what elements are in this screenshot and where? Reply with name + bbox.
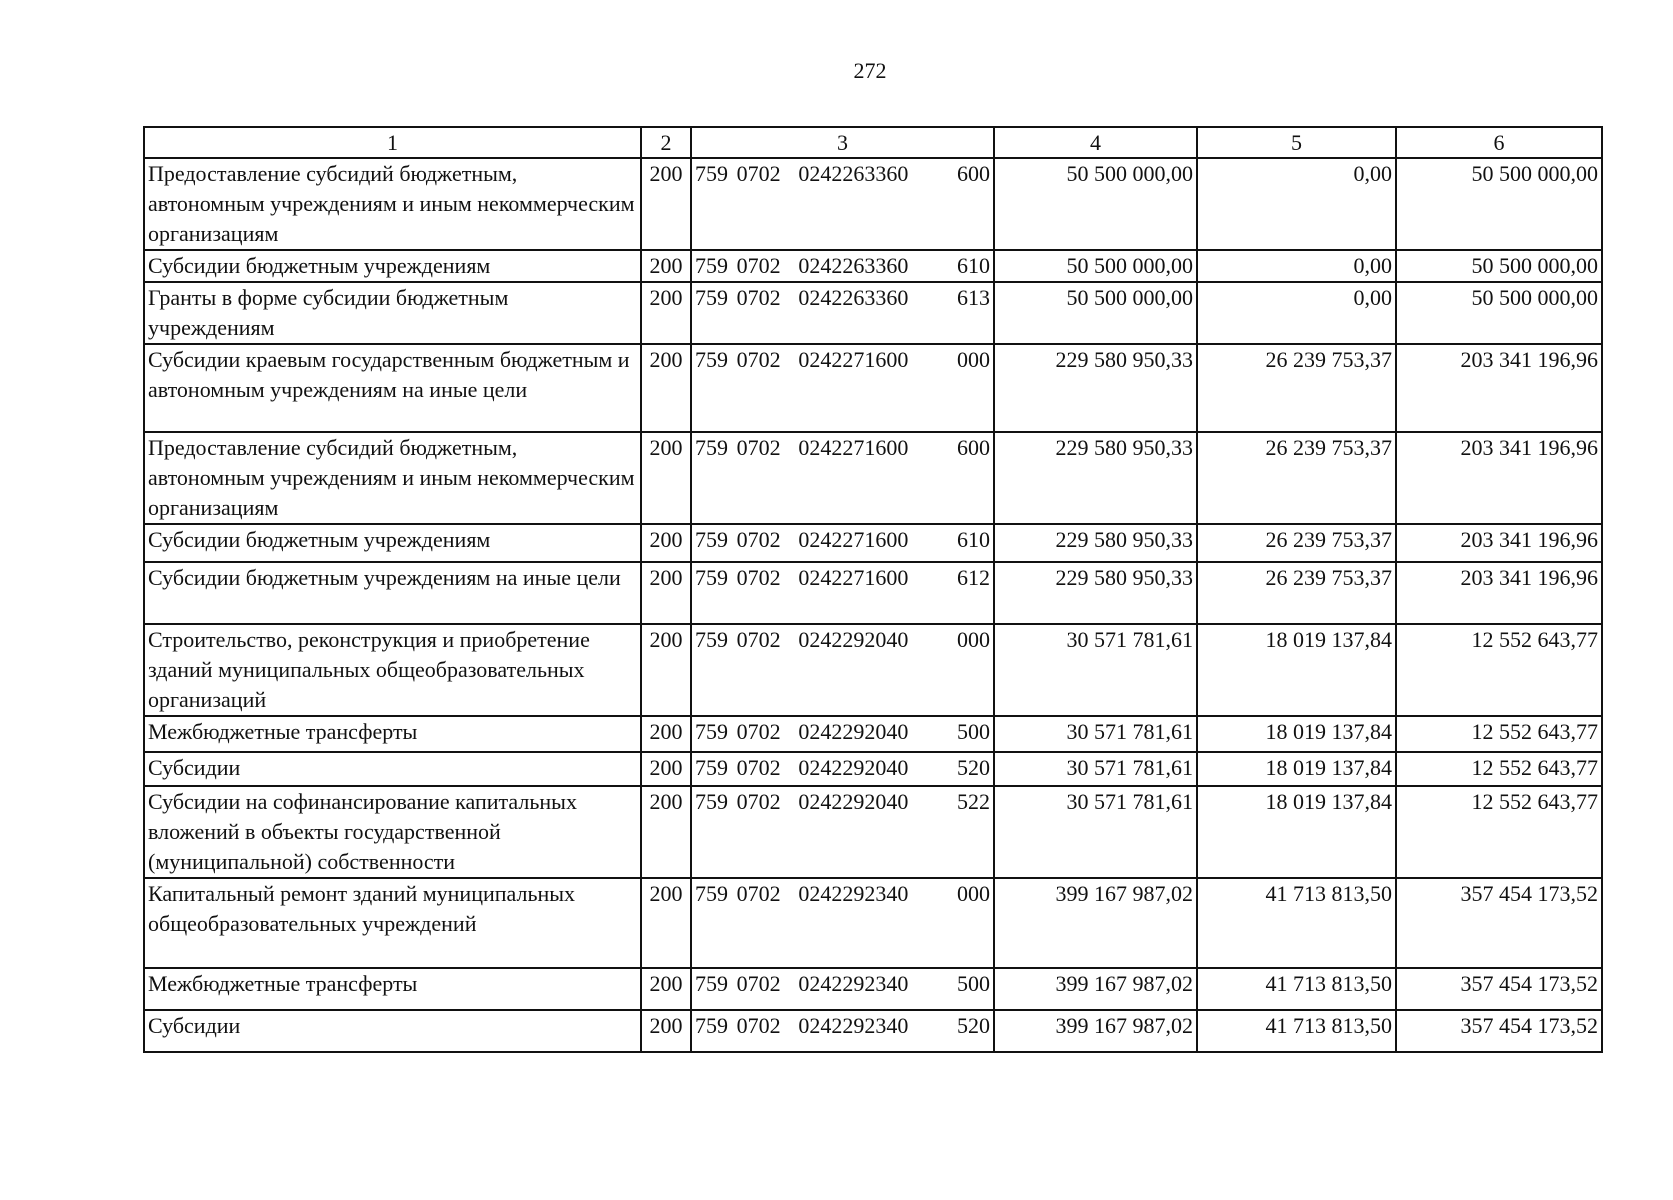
row-value-6: 50 500 000,00	[1396, 282, 1602, 344]
code-section: 0702	[736, 565, 781, 590]
code-section: 0702	[736, 719, 781, 744]
row-name: Субсидии на софинансирование капитальных вложений в объекты государственной (муниципальной) собственности	[144, 786, 641, 878]
code-section: 0702	[736, 285, 781, 310]
code-parts	[695, 969, 990, 999]
row-value-4: 50 500 000,00	[994, 158, 1197, 250]
row-value-5: 41 713 813,50	[1197, 878, 1396, 968]
row-value-4: 50 500 000,00	[994, 250, 1197, 282]
row-value-5: 26 239 753,37	[1197, 524, 1396, 562]
code-section: 0702	[736, 1013, 781, 1038]
row-value-5: 26 239 753,37	[1197, 562, 1396, 624]
table-row	[144, 624, 1602, 716]
row-value-5: 0,00	[1197, 158, 1396, 250]
row-name: Межбюджетные трансферты	[144, 968, 641, 1010]
code-vid: 520	[956, 755, 990, 780]
table-row	[144, 878, 1602, 968]
code-target: 0242292340	[798, 881, 909, 906]
code-vedomstvo: 759	[695, 971, 728, 996]
row-value-5: 0,00	[1197, 250, 1396, 282]
code-parts	[695, 717, 990, 747]
code-parts	[695, 525, 990, 555]
row-value-6: 203 341 196,96	[1396, 524, 1602, 562]
row-value-6: 12 552 643,77	[1396, 752, 1602, 786]
code-vid: 500	[956, 719, 990, 744]
row-value-5: 18 019 137,84	[1197, 752, 1396, 786]
code-parts	[695, 345, 990, 375]
row-grbs: 200	[641, 562, 691, 624]
code-vid: 613	[956, 285, 990, 310]
column-header: 5	[1197, 127, 1396, 158]
code-parts	[695, 787, 990, 817]
budget-table	[143, 126, 1603, 1053]
table-row	[144, 752, 1602, 786]
table-row	[144, 250, 1602, 282]
code-section: 0702	[736, 347, 781, 372]
table-row	[144, 282, 1602, 344]
row-grbs: 200	[641, 786, 691, 878]
row-grbs: 200	[641, 524, 691, 562]
row-value-6: 12 552 643,77	[1396, 624, 1602, 716]
table-row	[144, 562, 1602, 624]
row-value-5: 26 239 753,37	[1197, 344, 1396, 432]
row-value-4: 399 167 987,02	[994, 1010, 1197, 1052]
row-grbs: 200	[641, 250, 691, 282]
code-target: 0242271600	[798, 565, 909, 590]
code-parts	[695, 283, 990, 313]
row-value-4: 30 571 781,61	[994, 786, 1197, 878]
code-section: 0702	[736, 881, 781, 906]
row-code	[691, 562, 994, 624]
table-row	[144, 158, 1602, 250]
row-value-4: 399 167 987,02	[994, 968, 1197, 1010]
code-vid: 000	[956, 627, 990, 652]
code-vedomstvo: 759	[695, 253, 728, 278]
code-section: 0702	[736, 527, 781, 552]
code-vedomstvo: 759	[695, 1013, 728, 1038]
code-vedomstvo: 759	[695, 755, 728, 780]
row-grbs: 200	[641, 344, 691, 432]
column-header: 3	[691, 127, 994, 158]
row-code	[691, 524, 994, 562]
code-vid: 522	[956, 789, 990, 814]
row-grbs: 200	[641, 282, 691, 344]
code-vid: 000	[956, 881, 990, 906]
row-grbs: 200	[641, 878, 691, 968]
row-grbs: 200	[641, 968, 691, 1010]
code-target: 0242292340	[798, 1013, 909, 1038]
code-vid: 000	[956, 347, 990, 372]
row-value-6: 203 341 196,96	[1396, 344, 1602, 432]
row-grbs: 200	[641, 1010, 691, 1052]
code-parts	[695, 433, 990, 463]
row-code	[691, 786, 994, 878]
column-header: 4	[994, 127, 1197, 158]
row-grbs: 200	[641, 432, 691, 524]
code-vid: 500	[956, 971, 990, 996]
table-row	[144, 432, 1602, 524]
row-code	[691, 432, 994, 524]
row-value-5: 18 019 137,84	[1197, 786, 1396, 878]
row-value-4: 229 580 950,33	[994, 524, 1197, 562]
row-value-5: 0,00	[1197, 282, 1396, 344]
code-target: 0242292040	[798, 627, 909, 652]
row-name: Межбюджетные трансферты	[144, 716, 641, 752]
row-code	[691, 968, 994, 1010]
table-row	[144, 344, 1602, 432]
row-value-5: 41 713 813,50	[1197, 968, 1396, 1010]
code-vedomstvo: 759	[695, 527, 728, 552]
row-name: Предоставление субсидий бюджетным, автономным учреждениям и иным некоммерческим организациям	[144, 432, 641, 524]
row-code	[691, 344, 994, 432]
row-value-6: 12 552 643,77	[1396, 786, 1602, 878]
row-value-6: 12 552 643,77	[1396, 716, 1602, 752]
row-value-6: 203 341 196,96	[1396, 432, 1602, 524]
code-vedomstvo: 759	[695, 285, 728, 310]
row-value-4: 229 580 950,33	[994, 344, 1197, 432]
table-row	[144, 716, 1602, 752]
row-value-6: 357 454 173,52	[1396, 1010, 1602, 1052]
code-parts	[695, 159, 990, 189]
code-target: 0242271600	[798, 347, 909, 372]
code-target: 0242263360	[798, 253, 909, 278]
row-value-5: 26 239 753,37	[1197, 432, 1396, 524]
row-value-4: 50 500 000,00	[994, 282, 1197, 344]
code-target: 0242263360	[798, 285, 909, 310]
row-code	[691, 282, 994, 344]
code-section: 0702	[736, 971, 781, 996]
row-value-6: 50 500 000,00	[1396, 250, 1602, 282]
row-value-4: 30 571 781,61	[994, 624, 1197, 716]
code-vedomstvo: 759	[695, 565, 728, 590]
code-section: 0702	[736, 627, 781, 652]
row-name: Строительство, реконструкция и приобретение зданий муниципальных общеобразовательных организаций	[144, 624, 641, 716]
code-vid: 610	[956, 527, 990, 552]
row-code	[691, 1010, 994, 1052]
row-value-4: 399 167 987,02	[994, 878, 1197, 968]
row-value-6: 203 341 196,96	[1396, 562, 1602, 624]
row-value-4: 30 571 781,61	[994, 716, 1197, 752]
row-name: Субсидии бюджетным учреждениям	[144, 524, 641, 562]
page-number: 272	[853, 58, 887, 83]
row-name: Гранты в форме субсидии бюджетным учреждениям	[144, 282, 641, 344]
row-name: Субсидии бюджетным учреждениям	[144, 250, 641, 282]
code-vedomstvo: 759	[695, 719, 728, 744]
code-parts	[695, 753, 990, 783]
column-header: 1	[144, 127, 641, 158]
row-code	[691, 624, 994, 716]
code-parts	[695, 251, 990, 281]
code-target: 0242271600	[798, 435, 909, 460]
code-vid: 610	[956, 253, 990, 278]
code-parts	[695, 879, 990, 909]
row-name: Субсидии	[144, 752, 641, 786]
column-header: 6	[1396, 127, 1602, 158]
row-grbs: 200	[641, 716, 691, 752]
table-row	[144, 786, 1602, 878]
column-header: 2	[641, 127, 691, 158]
row-grbs: 200	[641, 624, 691, 716]
code-section: 0702	[736, 789, 781, 814]
row-value-6: 357 454 173,52	[1396, 878, 1602, 968]
row-value-4: 30 571 781,61	[994, 752, 1197, 786]
row-grbs: 200	[641, 158, 691, 250]
code-target: 0242271600	[798, 527, 909, 552]
row-value-4: 229 580 950,33	[994, 562, 1197, 624]
code-target: 0242292040	[798, 719, 909, 744]
code-target: 0242263360	[798, 161, 909, 186]
row-code	[691, 878, 994, 968]
row-name: Предоставление субсидий бюджетным, автономным учреждениям и иным некоммерческим организациям	[144, 158, 641, 250]
code-vedomstvo: 759	[695, 161, 728, 186]
code-section: 0702	[736, 161, 781, 186]
code-target: 0242292040	[798, 755, 909, 780]
code-vedomstvo: 759	[695, 435, 728, 460]
row-code	[691, 250, 994, 282]
code-vedomstvo: 759	[695, 789, 728, 814]
code-parts	[695, 563, 990, 593]
row-name: Субсидии	[144, 1010, 641, 1052]
code-vid: 600	[956, 161, 990, 186]
code-parts	[695, 1011, 990, 1041]
table-row	[144, 1010, 1602, 1052]
code-vid: 612	[956, 565, 990, 590]
table-row	[144, 524, 1602, 562]
table-row	[144, 968, 1602, 1010]
code-section: 0702	[736, 253, 781, 278]
row-code	[691, 158, 994, 250]
code-parts	[695, 625, 990, 655]
row-name: Капитальный ремонт зданий муниципальных общеобразовательных учреждений	[144, 878, 641, 968]
code-vid: 600	[956, 435, 990, 460]
row-value-4: 229 580 950,33	[994, 432, 1197, 524]
row-code	[691, 716, 994, 752]
code-vedomstvo: 759	[695, 347, 728, 372]
code-target: 0242292340	[798, 971, 909, 996]
code-target: 0242292040	[798, 789, 909, 814]
header-row	[144, 127, 1602, 158]
row-code	[691, 752, 994, 786]
row-value-5: 41 713 813,50	[1197, 1010, 1396, 1052]
row-grbs: 200	[641, 752, 691, 786]
row-name: Субсидии бюджетным учреждениям на иные цели	[144, 562, 641, 624]
code-section: 0702	[736, 435, 781, 460]
row-value-6: 50 500 000,00	[1396, 158, 1602, 250]
row-value-6: 357 454 173,52	[1396, 968, 1602, 1010]
row-value-5: 18 019 137,84	[1197, 716, 1396, 752]
code-section: 0702	[736, 755, 781, 780]
code-vid: 520	[956, 1013, 990, 1038]
row-name: Субсидии краевым государственным бюджетным и автономным учреждениям на иные цели	[144, 344, 641, 432]
code-vedomstvo: 759	[695, 627, 728, 652]
code-vedomstvo: 759	[695, 881, 728, 906]
row-value-5: 18 019 137,84	[1197, 624, 1396, 716]
